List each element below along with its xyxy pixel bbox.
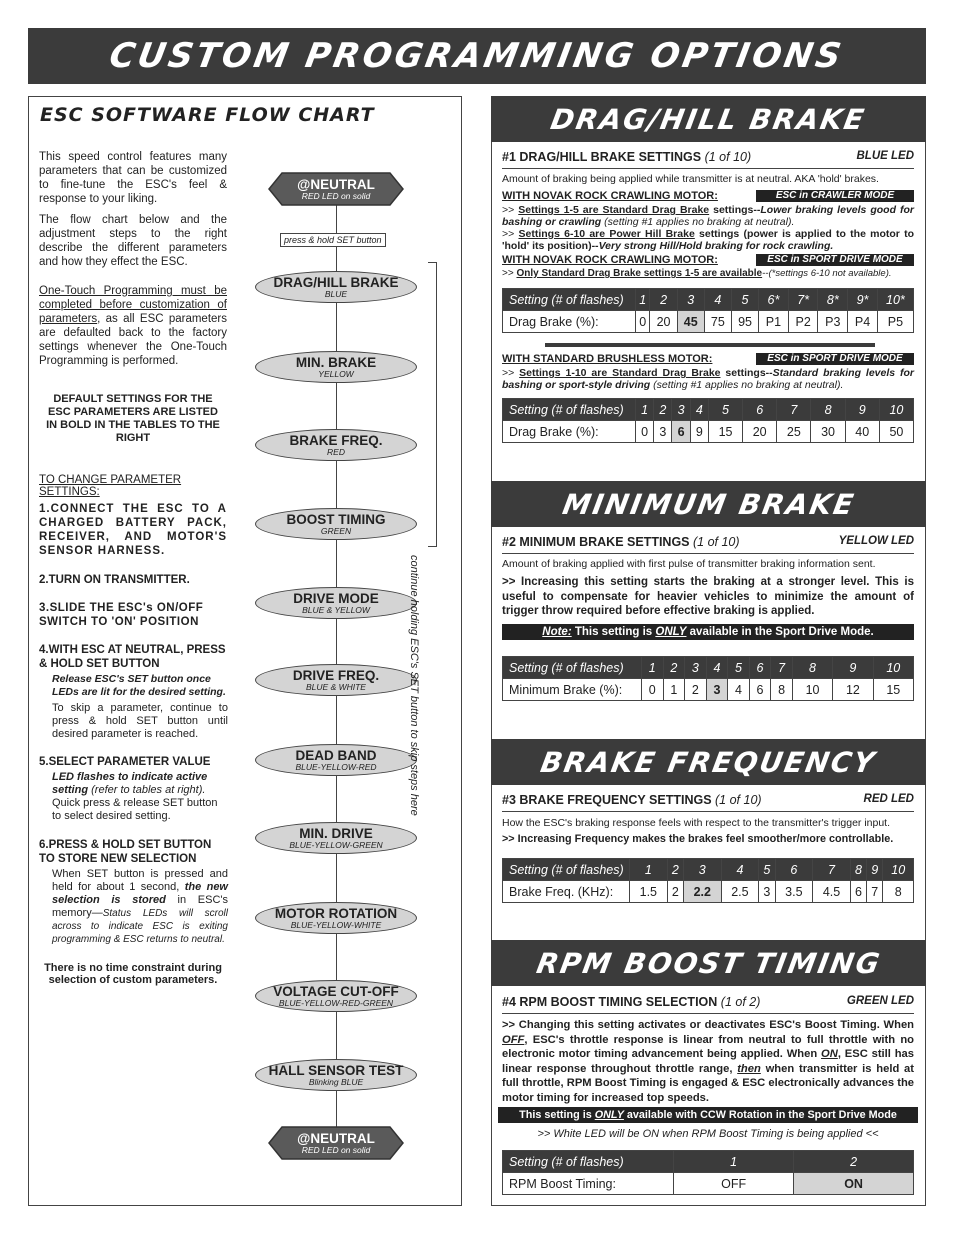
step-6-held: When SET button is pressed and held for about 1 second, — [52, 868, 228, 893]
table-header-cell: 7 — [771, 657, 793, 679]
flow-node-label: VOLTAGE CUT-OFF — [273, 984, 399, 999]
intro-paragraph-3 — [39, 284, 227, 368]
minbrake-led: YELLOW LED — [838, 535, 914, 547]
table-header-cell: 3 — [683, 859, 721, 881]
table-cell: 25 — [777, 421, 811, 443]
table-row-label: Brake Freq. (KHz): — [503, 881, 630, 903]
drag-rock-tag: ESC in CRAWLER MODE — [756, 190, 914, 202]
table-header-cell: 4 — [690, 399, 708, 421]
step-6-stored: the new selection is stored — [52, 881, 228, 906]
table-cell: 12 — [833, 679, 873, 701]
table-cell: 2 — [667, 881, 683, 903]
flow-node-label: DRIVE MODE — [293, 591, 379, 606]
table-header-cell: 9* — [848, 289, 878, 311]
table-header-label: Setting (# of flashes) — [503, 289, 636, 311]
table-header-cell: 3 — [677, 289, 704, 311]
table-header-cell: 5 — [728, 657, 750, 679]
boost-p3a: When — [786, 1048, 822, 1060]
table-cell: P3 — [818, 311, 848, 333]
table-row-label: RPM Boost Timing: — [503, 1173, 674, 1195]
table-header-cell: 8 — [792, 657, 832, 679]
drag-power-strong: Very strong Hill/Hold braking for rock crawling. — [598, 240, 834, 252]
drag-rock2-row — [502, 254, 914, 266]
step-4-skip: To skip a parameter, continue to press & hold SET button until desired parameter is reached. — [52, 702, 228, 740]
table-cell: 1.5 — [630, 881, 668, 903]
drag-heading — [502, 150, 914, 164]
table-cell: 6 — [850, 881, 866, 903]
freq-heading-count: (1 of 10) — [715, 793, 762, 807]
minbrake-desc: Amount of braking applied with first pulse of transmitter braking information sent. — [502, 558, 876, 570]
drag-rock-settings: settings-- — [709, 204, 761, 216]
drag-rock-label: WITH NOVAK ROCK CRAWLING MOTOR: — [502, 190, 718, 202]
table-cell: 9 — [690, 421, 708, 443]
table-header-cell: 10 — [883, 859, 914, 881]
drag-heading-text: #1 DRAG/HILL BRAKE SETTINGS — [502, 150, 702, 164]
freq-heading-text: #3 BRAKE FREQUENCY SETTINGS — [502, 793, 712, 807]
table-header-cell: 3 — [685, 657, 707, 679]
table-cell: P2 — [788, 311, 818, 333]
table-cell: 0 — [636, 421, 654, 443]
table-row-label: Drag Brake (%): — [503, 311, 636, 333]
flow-node — [255, 1059, 417, 1091]
drag-brushless-tag: ESC in SPORT DRIVE MODE — [756, 353, 914, 365]
table-header-cell: 3 — [672, 399, 690, 421]
drag-heading-count: (1 of 10) — [704, 150, 752, 164]
flow-node — [255, 429, 417, 461]
table-cell: 2.5 — [721, 881, 759, 903]
flow-node-label: MIN. BRAKE — [295, 355, 377, 370]
freq-divider — [502, 811, 914, 812]
freq-table — [502, 858, 914, 903]
table-cell: 4.5 — [813, 881, 851, 903]
table-cell: P5 — [877, 311, 913, 333]
step-5-flashes — [52, 771, 228, 823]
table-cell: 95 — [731, 311, 758, 333]
drag-rock-std: Settings 1-5 are Standard Drag Brake — [518, 204, 710, 216]
boost-table — [502, 1150, 914, 1195]
table-cell: 20 — [650, 311, 677, 333]
freq-heading — [502, 793, 914, 807]
table-header-cell: 4 — [704, 289, 731, 311]
flow-node-label: MOTOR ROTATION — [274, 906, 398, 921]
boost-section-bar — [491, 940, 926, 986]
table-header-cell: 5 — [731, 289, 758, 311]
drag-br-settings: settings-- — [720, 367, 773, 379]
step-6-scroll: Status LEDs will scroll across to indicate ESC is exiting programming & ESC returns to neutral. — [52, 908, 228, 945]
boost-led: GREEN LED — [846, 995, 914, 1007]
boost-p1: >> Changing this setting activates or deactivates ESC's Boost Timing. — [502, 1019, 880, 1031]
step-1: 1.CONNECT THE ESC TO A CHARGED BATTERY PACK, RECEIVER, AND MOTOR'S SENSOR HARNESS. — [39, 503, 227, 557]
table-cell: 3.5 — [775, 881, 813, 903]
step-2: 2.TURN ON TRANSMITTER. — [39, 574, 190, 586]
boost-note-a: This setting is — [519, 1109, 595, 1121]
minbrake-section-bar — [491, 481, 926, 527]
table-header-cell: 6 — [749, 657, 771, 679]
table-cell: P4 — [848, 311, 878, 333]
table-cell: 40 — [845, 421, 879, 443]
flow-node — [255, 587, 417, 619]
press-hold-label: press & hold SET button — [280, 233, 386, 247]
minbrake-desc2: >> Increasing this setting starts the braking at a stronger level. This is useful to compensate for heavier vehicles to minimize the amount of trigger throw required before effective braking is applied. — [502, 576, 914, 617]
boost-p3then: then — [737, 1062, 761, 1075]
flow-node-led: GREEN — [320, 526, 352, 536]
drag-led: BLUE LED — [856, 150, 914, 162]
step-5: 5.SELECT PARAMETER VALUE — [39, 756, 211, 768]
page-title: CUSTOM PROGRAMMING OPTIONS — [106, 36, 848, 76]
table-cell: 75 — [704, 311, 731, 333]
drag-desc: Amount of braking being applied while transmitter is at neutral. AKA 'hold' brakes. — [502, 173, 879, 185]
boost-heading — [502, 995, 914, 1009]
flow-node-label: HALL SENSOR TEST — [268, 1063, 404, 1078]
minbrake-heading-text: #2 MINIMUM BRAKE SETTINGS — [502, 535, 690, 549]
table-header-cell: 8 — [811, 399, 845, 421]
flow-node-label: BOOST TIMING — [286, 512, 386, 527]
drag-power-hill: Settings 6-10 are Power Hill Brake — [518, 228, 695, 240]
table-cell: 6 — [749, 679, 771, 701]
drag-power-hold: settings (power is applied to the motor to 'hold' its position)-- — [502, 228, 915, 252]
drag-rock-text-2: >> Settings 6-10 are Power Hill Brake settings (power is applied to the motor to 'hold' its position)--Very strong Hill/Hold braking for rock crawling. — [502, 228, 915, 252]
table-cell: 8 — [883, 881, 914, 903]
table-header-cell: 7 — [777, 399, 811, 421]
table-header-cell: 10 — [879, 399, 913, 421]
table-cell: 1 — [663, 679, 685, 701]
neutral-end-label: @NEUTRAL — [297, 1131, 375, 1146]
flow-chart-title: ESC SOFTWARE FLOW CHART — [40, 104, 375, 126]
flow-node-led: BLUE-YELLOW-RED — [295, 762, 377, 772]
table-header-cell: 10 — [873, 657, 913, 679]
table-header-cell: 1 — [636, 289, 650, 311]
neutral-end-sub: RED LED on solid — [301, 1145, 371, 1155]
table-cell: 0 — [636, 311, 650, 333]
neutral-start-node — [268, 172, 404, 206]
table-header-cell: 10* — [877, 289, 913, 311]
table-cell: 2 — [685, 679, 707, 701]
table-cell: 6 — [672, 421, 690, 443]
table-cell: P1 — [759, 311, 789, 333]
table-cell: ON — [794, 1173, 914, 1195]
minbrake-note-label: Note: — [542, 626, 572, 638]
table-header-cell: 4 — [706, 657, 728, 679]
drag-section-bar — [491, 96, 926, 142]
table-header-label: Setting (# of flashes) — [503, 1151, 674, 1173]
drag-rock-row — [502, 190, 914, 202]
drag-brushless-label: WITH STANDARD BRUSHLESS MOTOR: — [502, 353, 713, 365]
boost-note — [498, 1107, 918, 1123]
intro-paragraph-2: The flow chart below and the adjustment steps to the right describe the different parameters and how they effect the ESC. — [39, 214, 227, 268]
drag-section-title: DRAG/HILL BRAKE — [548, 102, 869, 136]
table-header-cell: 6 — [743, 399, 777, 421]
table-header-cell: 2 — [794, 1151, 914, 1173]
table-cell: 0 — [642, 679, 664, 701]
table-header-cell: 8 — [850, 859, 866, 881]
no-time-note: There is no time constraint during selection of custom parameters. — [44, 962, 222, 986]
skip-bracket-top — [428, 262, 437, 547]
table-cell: 50 — [879, 421, 913, 443]
boost-body — [502, 1018, 914, 1105]
drag-table-crawler — [502, 288, 914, 333]
table-cell: 45 — [677, 311, 704, 333]
table-cell: 20 — [743, 421, 777, 443]
flow-node-label: DEAD BAND — [295, 748, 377, 763]
flow-node-led: BLUE-YELLOW-RED-GREEN — [278, 998, 394, 1008]
table-cell: 7 — [867, 881, 883, 903]
step-5-flashes-bold: LED flashes to indicate active setting — [52, 771, 208, 796]
flow-node-led: BLUE & YELLOW — [302, 605, 370, 615]
drag-brushless-row — [502, 353, 914, 365]
boost-p2off: OFF — [502, 1033, 525, 1046]
boost-heading-text: #4 RPM BOOST TIMING SELECTION — [502, 995, 718, 1009]
minbrake-note-a: This setting is — [571, 626, 656, 638]
table-header-cell: 1 — [636, 399, 654, 421]
drag-rock2-label: WITH NOVAK ROCK CRAWLING MOTOR: — [502, 254, 718, 266]
flow-node — [255, 744, 417, 776]
table-header-cell: 8* — [818, 289, 848, 311]
defaults-note: DEFAULT SETTINGS FOR THE ESC PARAMETERS ARE LISTED IN BOLD IN THE TABLES TO THE RIGHT — [46, 393, 220, 444]
table-header-cell: 2 — [663, 657, 685, 679]
table-header-cell: 7* — [788, 289, 818, 311]
minbrake-heading-count: (1 of 10) — [693, 535, 740, 549]
boost-p3b: , ESC still has linear response throughout throttle range, — [502, 1048, 914, 1075]
drag-rock-arrow: >> — [502, 204, 519, 216]
table-header-cell: 2 — [667, 859, 683, 881]
table-row-label: Minimum Brake (%): — [503, 679, 642, 701]
boost-note-b: available with CCW Rotation in the Sport Drive Mode — [623, 1109, 897, 1121]
table-header-label: Setting (# of flashes) — [503, 657, 642, 679]
step-6: 6.PRESS & HOLD SET BUTTON TO STORE NEW SELECTION — [39, 839, 212, 865]
freq-section-bar — [491, 739, 926, 785]
minbrake-note-b: available in the Sport Drive Mode. — [686, 626, 874, 638]
minbrake-note — [502, 624, 914, 640]
freq-desc: How the ESC's braking response feels with respect to the transmitter's trigger input. — [502, 817, 891, 829]
flow-node-led: BLUE & WHITE — [306, 682, 366, 692]
boost-note-only: ONLY — [594, 1109, 624, 1121]
drag-rock-text-1 — [502, 204, 914, 228]
drag-br-levels: Standard braking levels for bashing or sport-style driving — [502, 367, 915, 391]
table-cell: 10 — [792, 679, 832, 701]
table-cell: 15 — [708, 421, 742, 443]
table-header-cell: 9 — [867, 859, 883, 881]
table-header-label: Setting (# of flashes) — [503, 859, 630, 881]
flow-node-led: BLUE — [324, 289, 348, 299]
flow-node — [255, 980, 417, 1012]
flow-node-led: RED — [327, 447, 345, 457]
flow-node-label: DRIVE FREQ. — [292, 668, 380, 683]
table-cell: 4 — [728, 679, 750, 701]
table-cell: 2.2 — [683, 881, 721, 903]
table-header-cell: 9 — [845, 399, 879, 421]
flow-node-led: BLUE-YELLOW-WHITE — [290, 920, 382, 930]
table-header-cell: 2 — [654, 399, 672, 421]
drag-br-std: Settings 1-10 are Standard Drag Brake — [519, 367, 721, 379]
step-6-body — [52, 868, 228, 946]
minbrake-table — [502, 656, 914, 701]
flow-node-label: DRAG/HILL BRAKE — [273, 275, 399, 290]
boost-p2b: , ESC's throttle response is linear from neutral to full throttle with no electronic motor timing advancement being applied. — [502, 1033, 914, 1060]
flow-node — [255, 508, 417, 540]
minbrake-note-only: ONLY — [655, 626, 687, 638]
boost-p2a: When — [883, 1019, 914, 1031]
intro-one-touch-rest: , as all ESC parameters are defaulted back to the factory settings whenever the One-Touch Programming is performed. — [39, 313, 227, 367]
boost-section-title: RPM BOOST TIMING — [533, 946, 884, 980]
change-heading: TO CHANGE PARAMETER SETTINGS: — [39, 474, 182, 498]
table-header-cell: 2 — [650, 289, 677, 311]
boost-heading-count: (1 of 2) — [720, 995, 761, 1009]
boost-p3on: ON — [821, 1048, 838, 1060]
step-6-memory: in ESC's memory— — [52, 894, 228, 919]
table-header-cell: 7 — [813, 859, 851, 881]
table-header-label: Setting (# of flashes) — [503, 399, 636, 421]
table-header-cell: 1 — [674, 1151, 794, 1173]
drag-br-note: (setting #1 applies no braking at neutral). — [650, 379, 844, 391]
drag-rock-note: (setting #1 applies no braking at neutral). — [601, 216, 795, 228]
flow-node — [255, 271, 417, 303]
table-cell: 30 — [811, 421, 845, 443]
table-cell: 15 — [873, 679, 913, 701]
minbrake-divider — [502, 553, 914, 554]
boost-p3c: when transmitter is held at full throttle, RPM Boost Timing is engaged & ESC electronically advances the motor timing for increased top speeds. — [502, 1062, 914, 1104]
flow-node — [255, 351, 417, 383]
flow-node-led: BLUE-YELLOW-GREEN — [289, 840, 383, 850]
drag-rock2-only: Only Standard Drag Brake settings 1-5 are available — [516, 268, 763, 279]
table-header-cell: 6 — [775, 859, 813, 881]
table-header-cell: 9 — [833, 657, 873, 679]
step-5-refer: (refer to tables at right). — [88, 784, 206, 796]
table-cell: 3 — [706, 679, 728, 701]
drag-rock2-text: >> Only Standard Drag Brake settings 1-5 are available--(*settings 6-10 not available). — [502, 268, 892, 279]
flow-node-led: Blinking BLUE — [308, 1077, 364, 1087]
boost-white-led: >> White LED will be ON when RPM Boost Timing is being applied << — [537, 1128, 879, 1140]
intro-one-touch-note: One-Touch Programming must be completed before customization of parameters — [39, 285, 227, 325]
continue-holding-text: continue holding ESC's SET button to skip steps here — [408, 555, 420, 816]
minbrake-heading — [502, 535, 914, 549]
drag-rock2-tag: ESC in SPORT DRIVE MODE — [756, 254, 914, 266]
neutral-start-label: @NEUTRAL — [297, 177, 375, 192]
drag-rock2-note: --(*settings 6-10 not available). — [762, 268, 892, 279]
table-header-cell: 4 — [721, 859, 759, 881]
freq-led: RED LED — [863, 793, 914, 805]
drag-divider — [502, 168, 914, 169]
table-cell: OFF — [674, 1173, 794, 1195]
neutral-end-node — [268, 1126, 404, 1160]
freq-section-title: BRAKE FREQUENCY — [538, 745, 879, 779]
drag-separator — [545, 343, 875, 347]
boost-divider — [502, 1013, 914, 1014]
freq-desc2: >> Increasing Frequency makes the brakes feel smoother/more controllable. — [502, 833, 894, 845]
table-cell: 8 — [771, 679, 793, 701]
step-4-release: Release ESC's SET button once LEDs are lit for the desired setting. — [52, 673, 226, 698]
minbrake-section-title: MINIMUM BRAKE — [559, 487, 858, 521]
step-5-select: Quick press & release SET button to select desired setting. — [52, 797, 218, 822]
flow-node — [255, 822, 417, 854]
intro-paragraph-1: This speed control features many parameters that can be customized to fine-tune the ESC's feel & response to your liking. — [39, 151, 227, 205]
table-row-label: Drag Brake (%): — [503, 421, 636, 443]
table-header-cell: 1 — [630, 859, 668, 881]
step-4: 4.WITH ESC AT NEUTRAL, PRESS & HOLD SET BUTTON — [39, 644, 226, 670]
neutral-start-sub: RED LED on solid — [301, 191, 371, 201]
drag-table-brushless — [502, 398, 914, 443]
step-3: 3.SLIDE THE ESC's ON/OFF SWITCH TO 'ON' POSITION — [39, 602, 204, 628]
flow-node-led: YELLOW — [318, 369, 354, 379]
flow-node-label: BRAKE FREQ. — [289, 433, 383, 448]
table-cell: 3 — [759, 881, 775, 903]
flow-node — [255, 664, 417, 696]
table-cell: 3 — [654, 421, 672, 443]
flow-node — [255, 902, 417, 934]
flow-node-label: MIN. DRIVE — [299, 826, 373, 841]
table-header-cell: 1 — [642, 657, 664, 679]
table-header-cell: 6* — [759, 289, 789, 311]
page-title-bar — [28, 28, 926, 84]
drag-rock-lower: Lower braking levels good for bashing or crawling — [502, 204, 914, 228]
drag-brushless-text: >> Settings 1-10 are Standard Drag Brake settings--Standard braking levels for bashing or sport-style driving (setting #1 applies no braking at neutral). — [502, 367, 915, 391]
table-header-cell: 5 — [759, 859, 775, 881]
table-header-cell: 5 — [708, 399, 742, 421]
